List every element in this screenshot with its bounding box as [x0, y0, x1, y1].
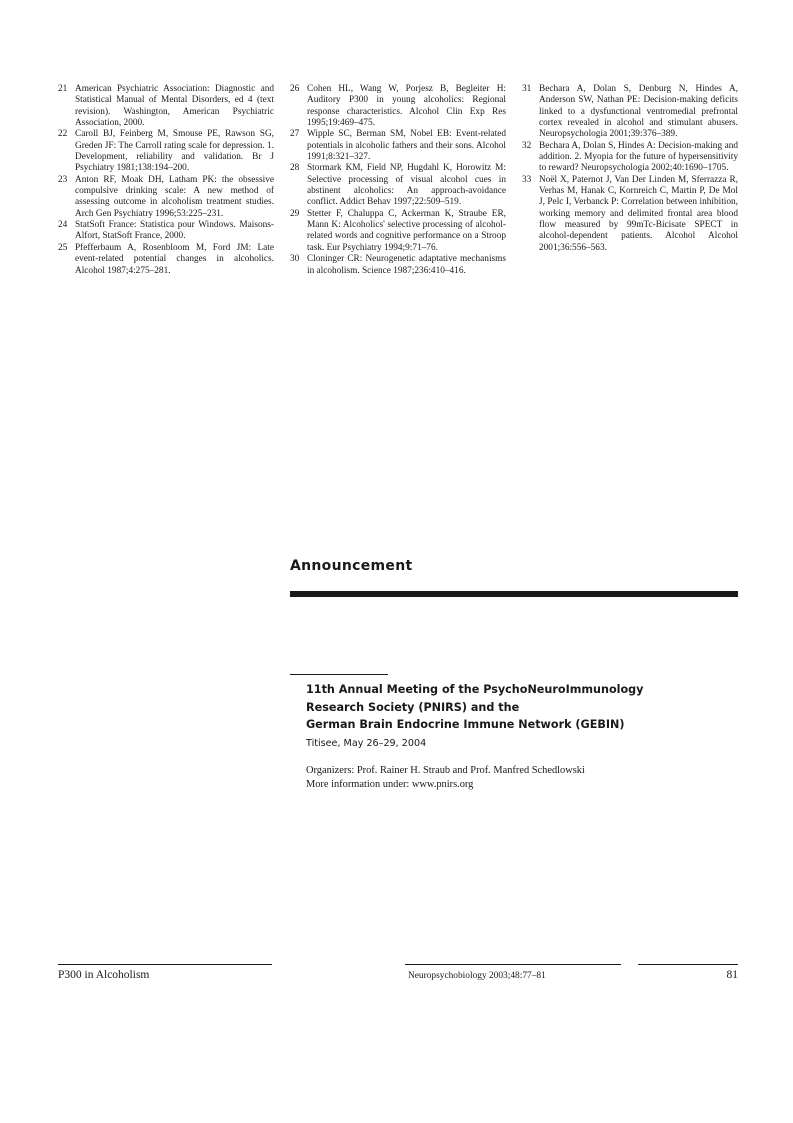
reference-number: 23	[58, 174, 68, 185]
event-info	[306, 764, 746, 791]
event-title-line: 11th Annual Meeting of the PsychoNeuroImmunology	[306, 683, 644, 696]
event-title-line: Research Society (PNIRS) and the	[306, 700, 520, 714]
event-organizers: Organizers: Prof. Rainer H. Straub and Prof. Manfred Schedlowski	[306, 765, 585, 776]
reference-number: 32	[522, 140, 532, 151]
event-title	[306, 681, 746, 734]
reference-number: 30	[290, 254, 300, 265]
footer-rule-middle	[405, 964, 621, 965]
reference-item	[522, 175, 738, 254]
reference-number: 28	[290, 163, 300, 174]
reference-text: Wipple SC, Berman SM, Nobel EB: Event-related potentials in alcoholic fathers and their sons. Alcohol 1991;8:321–327.	[307, 129, 506, 163]
event-date-place: Titisee, May 26–29, 2004	[306, 737, 427, 749]
footer-rule-right	[638, 964, 738, 965]
event-block	[306, 681, 746, 751]
reference-text: Bechara A, Dolan S, Denburg N, Hindes A, Anderson SW, Nathan PE: Decision-making deficits linked to a dysfunctional ventromedial prefrontal cortex revealed in alcohol and stimulant abusers. Neuropsychologia 2001;39:376–389.	[539, 84, 738, 140]
reference-item	[522, 141, 738, 175]
reference-item	[290, 129, 506, 163]
reference-item	[58, 175, 274, 220]
reference-text: Cloninger CR: Neurogenetic adaptative mechanisms in alcoholism. Science 1987;236:410–416.	[307, 254, 506, 276]
reference-number: 24	[58, 220, 68, 231]
reference-number: 31	[522, 84, 532, 94]
reference-text: Noël X, Paternot J, Van Der Linden M, Sferrazza R, Verhas M, Hanak C, Kornreich C, Martin P, De Mol J, Pelc I, Verbanck P: Correlation between inhibition, working memory and delimited frontal area blood flow measured by 99mTc-Bicisate SPECT in alcohol-dependent patients. Alcohol Alcohol 2001;36:556–563.	[539, 174, 738, 253]
reference-text: Pfefferbaum A, Rosenbloom M, Ford JM: Late event-related potential changes in alcoholics. Alcohol 1987;4:275–281.	[75, 242, 274, 276]
reference-text: American Psychiatric Association: Diagnostic and Statistical Manual of Mental Disorders, ed 4 (text revision). Washington, American Psychiatric Association, 2000.	[75, 84, 274, 129]
reference-item	[290, 209, 506, 254]
reference-text: Anton RF, Moak DH, Latham PK: the obsessive compulsive drinking scale: A new method of assessing outcome in alcoholism treatment studies. Arch Gen Psychiatry 1996;53:225–231.	[75, 174, 274, 219]
reference-number: 22	[58, 129, 68, 140]
reference-number: 33	[522, 174, 532, 185]
reference-text: Stormark KM, Field NP, Hugdahl K, Horowitz M: Selective processing of visual alcohol cues in abstinent alcoholics: An approach-avoidance conflict. Addict Behav 1997;22:509–519.	[307, 163, 506, 208]
reference-item	[290, 84, 506, 129]
reference-column-1	[58, 84, 274, 277]
journal-citation: Neuropsychobiology 2003;48:77–81	[408, 971, 546, 981]
reference-item	[290, 254, 506, 277]
announcement-heading: Announcement	[290, 558, 413, 574]
reference-text: Caroll BJ, Feinberg M, Smouse PE, Rawson SG, Greden JF: The Carroll rating scale for depression. 1. Development, reliability and validation. Br J Psychiatry 1981;138:194–200.	[75, 129, 274, 174]
reference-item	[58, 243, 274, 277]
reference-item	[290, 163, 506, 208]
reference-item	[58, 84, 274, 129]
reference-text: Cohen HL, Wang W, Porjesz B, Begleiter H: Auditory P300 in young alcoholics: Regional response characteristics. Alcohol Clin Exp Res 1995;19:469–475.	[307, 84, 506, 129]
reference-item	[58, 220, 274, 243]
reference-item	[58, 129, 274, 174]
reference-item	[522, 84, 738, 141]
event-title-line: German Brain Endocrine Immune Network (GEBIN)	[306, 718, 625, 731]
reference-text: StatSoft France: Statistica pour Windows. Maisons-Alfort, StatSoft France, 2000.	[75, 220, 274, 242]
reference-number: 29	[290, 208, 300, 219]
event-more-info: More information under: www.pnirs.org	[306, 778, 474, 790]
page-number: 81	[726, 969, 738, 981]
reference-number: 27	[290, 129, 300, 140]
reference-column-3	[522, 84, 738, 254]
announcement-rule	[290, 591, 738, 597]
reference-number: 21	[58, 84, 68, 94]
event-rule	[290, 674, 388, 675]
reference-number: 26	[290, 84, 300, 94]
running-title: P300 in Alcoholism	[58, 969, 150, 981]
reference-column-2	[290, 84, 506, 277]
reference-text: Stetter F, Chaluppa C, Ackerman K, Straube ER, Mann K: Alcoholics' selective processing of alcohol-related words and cognitive performance on a Stroop task. Eur Psychiatry 1994;9:71–76.	[307, 208, 506, 253]
reference-number: 25	[58, 242, 68, 253]
footer-rule-left	[58, 964, 272, 965]
reference-text: Bechara A, Dolan S, Hindes A: Decision-making and addition. 2. Myopia for the future of hypersensitivity to reward? Neuropsychologia 2002;40:1690–1705.	[539, 140, 738, 174]
